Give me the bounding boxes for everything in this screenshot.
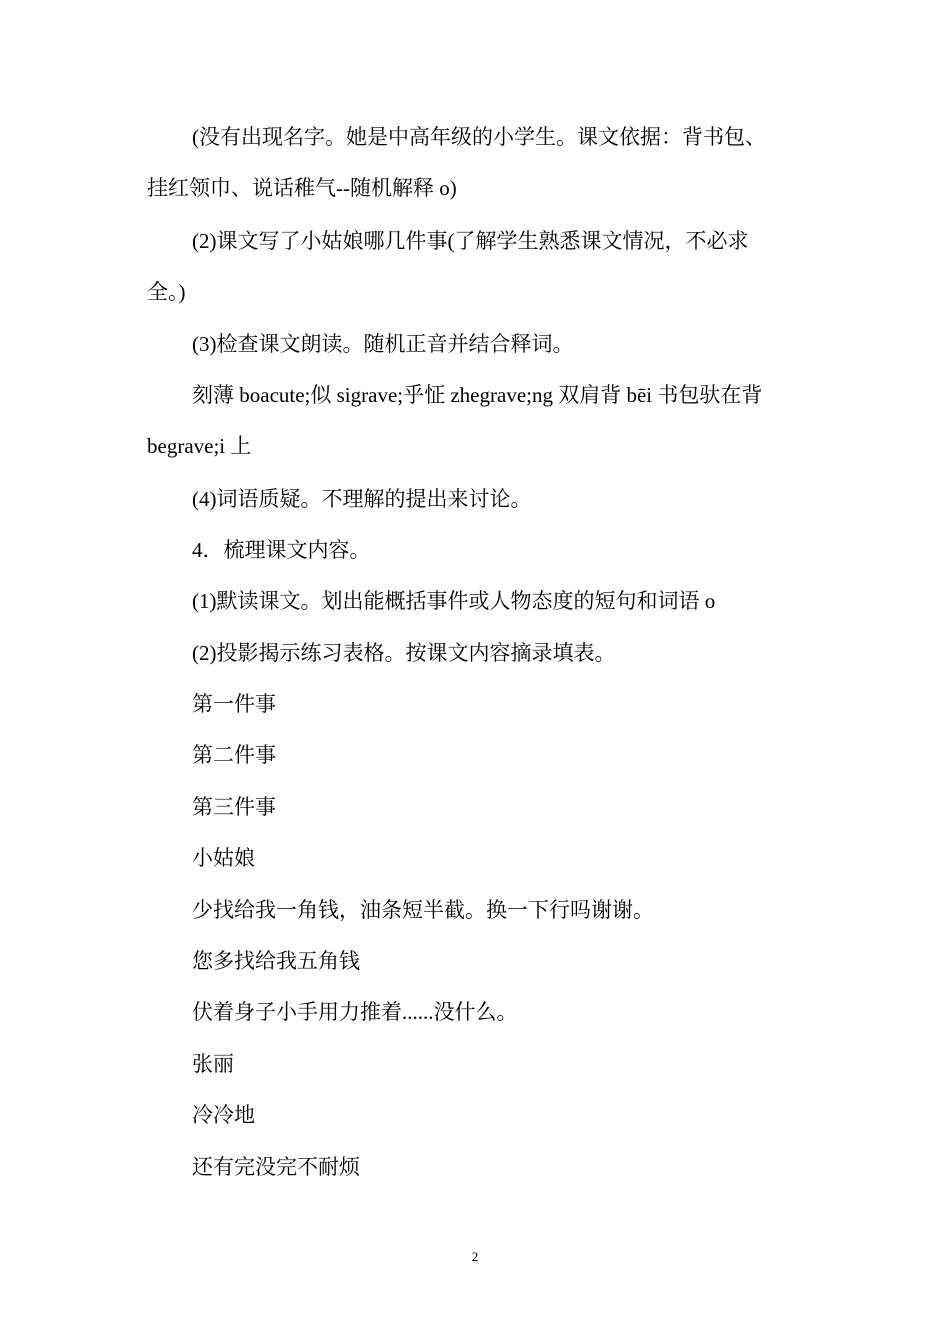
paragraph-line: 全。) bbox=[147, 280, 186, 304]
page-number: 2 bbox=[471, 1249, 479, 1264]
table-cell-text: 第一件事 bbox=[192, 692, 276, 716]
table-cell-text: 伏着身子小手用力推着......没什么。 bbox=[192, 1000, 518, 1024]
table-cell-text: 您多找给我五角钱 bbox=[192, 949, 360, 973]
section-heading: 4．梳理课文内容。 bbox=[192, 538, 371, 562]
paragraph-line: (4)词语质疑。不理解的提出来讨论。 bbox=[192, 487, 532, 511]
paragraph-line: (2)投影揭示练习表格。按课文内容摘录填表。 bbox=[192, 641, 616, 665]
table-cell-text: 冷冷地 bbox=[192, 1103, 255, 1127]
paragraph-line: (2)课文写了小姑娘哪几件事(了解学生熟悉课文情况，不必求 bbox=[192, 229, 749, 253]
table-cell-text: 还有完没完不耐烦 bbox=[192, 1155, 360, 1179]
table-cell-text: 少找给我一角钱，油条短半截。换一下行吗谢谢。 bbox=[192, 898, 654, 922]
table-cell-text: 第二件事 bbox=[192, 743, 276, 767]
paragraph-line: (没有出现名字。她是中高年级的小学生。课文依据：背书包、 bbox=[192, 125, 766, 149]
table-cell-text: 张丽 bbox=[192, 1052, 234, 1076]
paragraph-line: (1)默读课文。划出能概括事件或人物态度的短句和词语 o bbox=[192, 589, 716, 613]
paragraph-line: 刻薄 boacute;似 sigrave;乎怔 zhegrave;ng 双肩背 bēi 书包驮在背 bbox=[192, 383, 763, 407]
paragraph-line: (3)检查课文朗读。随机正音并结合释词。 bbox=[192, 332, 574, 356]
table-cell-text: 第三件事 bbox=[192, 795, 276, 819]
table-cell-text: 小姑娘 bbox=[192, 846, 255, 870]
paragraph-line: 挂红领巾、说话稚气--随机解释 o) bbox=[147, 176, 457, 200]
paragraph-line: begrave;i 上 bbox=[147, 434, 252, 458]
